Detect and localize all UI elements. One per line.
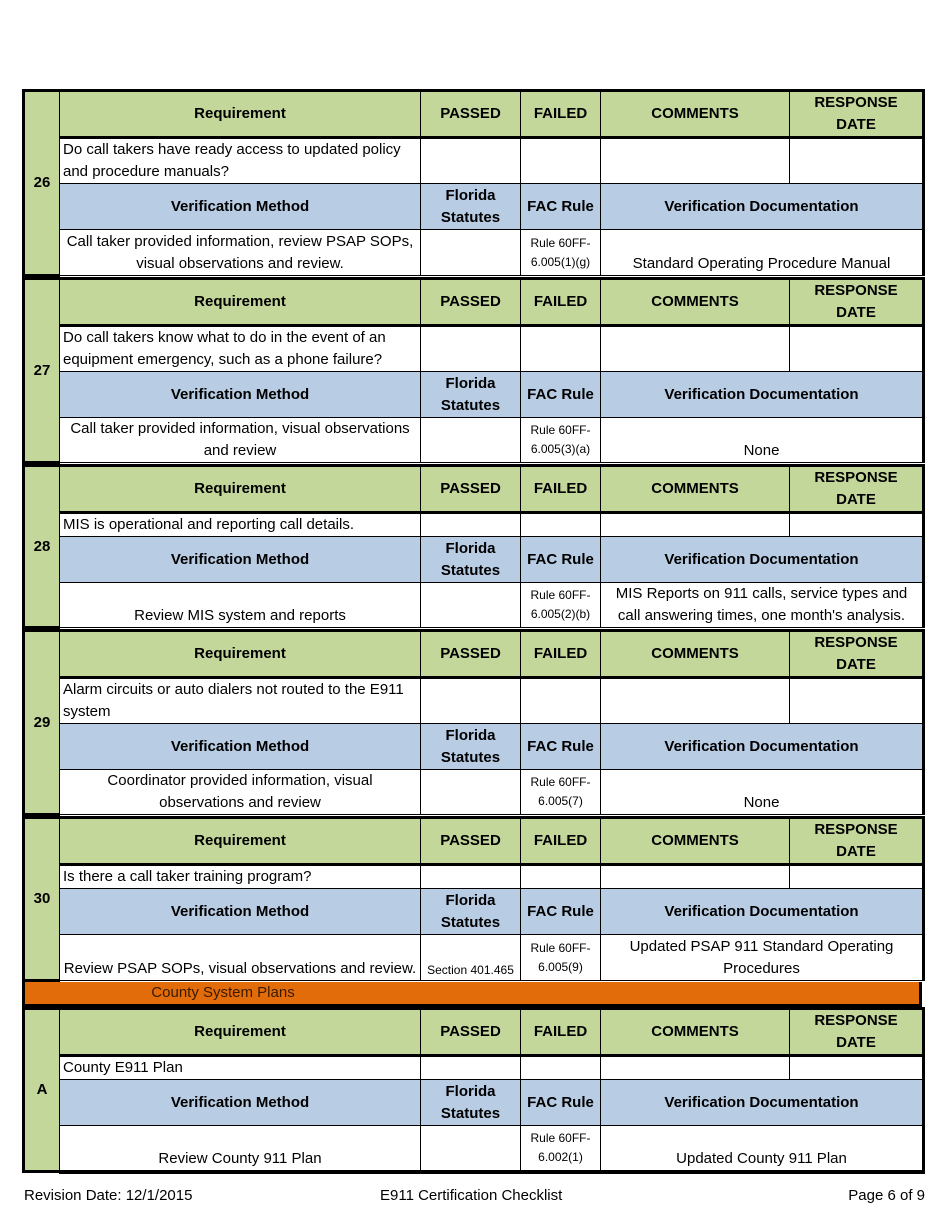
items-list (22, 89, 922, 982)
item-number: 29 (24, 631, 60, 815)
section-items-list (22, 1007, 922, 1174)
verification-method-header: Verification Method (60, 537, 421, 583)
fac-rule-text: Rule 60FF-6.005(7) (521, 770, 601, 815)
passed-cell[interactable] (421, 138, 521, 184)
response-date-cell[interactable] (790, 1056, 924, 1080)
failed-header: FAILED (521, 279, 601, 326)
requirement-text: MIS is operational and reporting call details. (60, 513, 421, 537)
requirement-block (22, 464, 925, 629)
response-date-cell[interactable] (790, 678, 924, 724)
passed-header: PASSED (421, 279, 521, 326)
failed-cell[interactable] (521, 1056, 601, 1080)
requirement-block (22, 816, 925, 982)
item-number: A (24, 1009, 60, 1172)
statute-text (421, 418, 521, 463)
verification-documentation-header: Verification Documentation (601, 724, 924, 770)
verification-method-text: Review MIS system and reports (60, 583, 421, 628)
fac-rule-header: FAC Rule (521, 184, 601, 230)
statute-text (421, 230, 521, 276)
failed-header: FAILED (521, 1009, 601, 1056)
verification-row (24, 770, 924, 815)
failed-header: FAILED (521, 818, 601, 865)
fac-rule-header: FAC Rule (521, 889, 601, 935)
passed-header: PASSED (421, 631, 521, 678)
requirement-header: Requirement (60, 818, 421, 865)
footer-title: E911 Certification Checklist (380, 1187, 563, 1204)
requirement-text: Do call takers know what to do in the event of an equipment emergency, such as a phone failure? (60, 326, 421, 372)
statute-text: Section 401.465 (421, 935, 521, 981)
response-date-cell[interactable] (790, 138, 924, 184)
passed-cell[interactable] (421, 326, 521, 372)
documentation-text: Updated PSAP 911 Standard Operating Procedures (601, 935, 924, 981)
response-date-header: RESPONSE DATE (790, 818, 924, 865)
comments-header: COMMENTS (601, 466, 790, 513)
passed-header: PASSED (421, 466, 521, 513)
section-header (22, 982, 922, 1007)
verification-header-row (24, 1080, 924, 1126)
response-date-header: RESPONSE DATE (790, 279, 924, 326)
failed-cell[interactable] (521, 678, 601, 724)
requirement-header: Requirement (60, 631, 421, 678)
fac-rule-text: Rule 60FF-6.005(1)(g) (521, 230, 601, 276)
requirement-text: Do call takers have ready access to updated policy and procedure manuals? (60, 138, 421, 184)
fac-rule-text: Rule 60FF-6.005(9) (521, 935, 601, 981)
failed-header: FAILED (521, 631, 601, 678)
verification-header-row (24, 889, 924, 935)
response-date-header: RESPONSE DATE (790, 91, 924, 138)
verification-documentation-header: Verification Documentation (601, 1080, 924, 1126)
requirement-header-row (24, 91, 924, 138)
comments-cell[interactable] (601, 1056, 790, 1080)
verification-method-text: Review PSAP SOPs, visual observations and review. (60, 935, 421, 981)
requirement-text: Alarm circuits or auto dialers not routed to the E911 system (60, 678, 421, 724)
comments-header: COMMENTS (601, 1009, 790, 1056)
passed-cell[interactable] (421, 678, 521, 724)
florida-statutes-header: Florida Statutes (421, 184, 521, 230)
item-number: 26 (24, 91, 60, 276)
fac-rule-text: Rule 60FF-6.002(1) (521, 1126, 601, 1172)
requirement-block (22, 277, 925, 464)
verification-documentation-header: Verification Documentation (601, 184, 924, 230)
requirement-header-row (24, 466, 924, 513)
verification-row (24, 1126, 924, 1172)
item-number: 28 (24, 466, 60, 628)
verification-documentation-header: Verification Documentation (601, 889, 924, 935)
requirement-header: Requirement (60, 91, 421, 138)
requirement-header-row (24, 279, 924, 326)
documentation-text: None (601, 770, 924, 815)
requirement-block (22, 1007, 925, 1174)
verification-documentation-header: Verification Documentation (601, 537, 924, 583)
requirement-block (22, 629, 925, 816)
failed-cell[interactable] (521, 326, 601, 372)
florida-statutes-header: Florida Statutes (421, 1080, 521, 1126)
verification-documentation-header: Verification Documentation (601, 372, 924, 418)
section-title: County System Plans (151, 984, 295, 1001)
florida-statutes-header: Florida Statutes (421, 372, 521, 418)
passed-cell[interactable] (421, 513, 521, 537)
comments-cell[interactable] (601, 138, 790, 184)
comments-header: COMMENTS (601, 631, 790, 678)
failed-cell[interactable] (521, 865, 601, 889)
verification-header-row (24, 184, 924, 230)
requirement-row (24, 1056, 924, 1080)
comments-header: COMMENTS (601, 91, 790, 138)
verification-header-row (24, 724, 924, 770)
verification-header-row (24, 372, 924, 418)
documentation-text: None (601, 418, 924, 463)
verification-method-header: Verification Method (60, 184, 421, 230)
verification-method-header: Verification Method (60, 889, 421, 935)
verification-row (24, 935, 924, 981)
fac-rule-header: FAC Rule (521, 724, 601, 770)
requirement-row (24, 678, 924, 724)
comments-header: COMMENTS (601, 279, 790, 326)
footer-revision: Revision Date: 12/1/2015 (24, 1187, 193, 1204)
documentation-text: MIS Reports on 911 calls, service types and call answering times, one month's analysis. (601, 583, 924, 628)
verification-method-text: Call taker provided information, review PSAP SOPs, visual observations and review. (60, 230, 421, 276)
florida-statutes-header: Florida Statutes (421, 889, 521, 935)
footer-page: Page 6 of 9 (848, 1187, 925, 1204)
verification-method-header: Verification Method (60, 724, 421, 770)
requirement-header: Requirement (60, 466, 421, 513)
requirement-header: Requirement (60, 1009, 421, 1056)
item-number: 30 (24, 818, 60, 981)
checklist (22, 89, 922, 1174)
requirement-block (22, 89, 925, 277)
passed-header: PASSED (421, 1009, 521, 1056)
requirement-row (24, 865, 924, 889)
passed-cell[interactable] (421, 865, 521, 889)
response-date-cell[interactable] (790, 326, 924, 372)
requirement-row (24, 326, 924, 372)
failed-cell[interactable] (521, 138, 601, 184)
requirement-header-row (24, 1009, 924, 1056)
verification-header-row (24, 537, 924, 583)
comments-cell[interactable] (601, 678, 790, 724)
comments-header: COMMENTS (601, 818, 790, 865)
failed-header: FAILED (521, 91, 601, 138)
comments-cell[interactable] (601, 865, 790, 889)
verification-row (24, 583, 924, 628)
passed-cell[interactable] (421, 1056, 521, 1080)
verification-method-header: Verification Method (60, 1080, 421, 1126)
response-date-header: RESPONSE DATE (790, 631, 924, 678)
verification-method-text: Coordinator provided information, visual observations and review (60, 770, 421, 815)
fac-rule-header: FAC Rule (521, 372, 601, 418)
florida-statutes-header: Florida Statutes (421, 724, 521, 770)
comments-cell[interactable] (601, 326, 790, 372)
requirement-row (24, 513, 924, 537)
requirement-row (24, 138, 924, 184)
item-number: 27 (24, 279, 60, 463)
statute-text (421, 583, 521, 628)
fac-rule-header: FAC Rule (521, 1080, 601, 1126)
response-date-header: RESPONSE DATE (790, 1009, 924, 1056)
verification-method-text: Review County 911 Plan (60, 1126, 421, 1172)
response-date-cell[interactable] (790, 865, 924, 889)
passed-header: PASSED (421, 91, 521, 138)
verification-row (24, 230, 924, 276)
fac-rule-header: FAC Rule (521, 537, 601, 583)
documentation-text: Standard Operating Procedure Manual (601, 230, 924, 276)
failed-cell[interactable] (521, 513, 601, 537)
requirement-text: Is there a call taker training program? (60, 865, 421, 889)
fac-rule-text: Rule 60FF-6.005(3)(a) (521, 418, 601, 463)
requirement-header-row (24, 631, 924, 678)
comments-cell[interactable] (601, 513, 790, 537)
response-date-cell[interactable] (790, 513, 924, 537)
passed-header: PASSED (421, 818, 521, 865)
verification-row (24, 418, 924, 463)
failed-header: FAILED (521, 466, 601, 513)
requirement-header: Requirement (60, 279, 421, 326)
statute-text (421, 770, 521, 815)
statute-text (421, 1126, 521, 1172)
florida-statutes-header: Florida Statutes (421, 537, 521, 583)
documentation-text: Updated County 911 Plan (601, 1126, 924, 1172)
response-date-header: RESPONSE DATE (790, 466, 924, 513)
requirement-header-row (24, 818, 924, 865)
fac-rule-text: Rule 60FF-6.005(2)(b) (521, 583, 601, 628)
verification-method-header: Verification Method (60, 372, 421, 418)
requirement-text: County E911 Plan (60, 1056, 421, 1080)
verification-method-text: Call taker provided information, visual observations and review (60, 418, 421, 463)
